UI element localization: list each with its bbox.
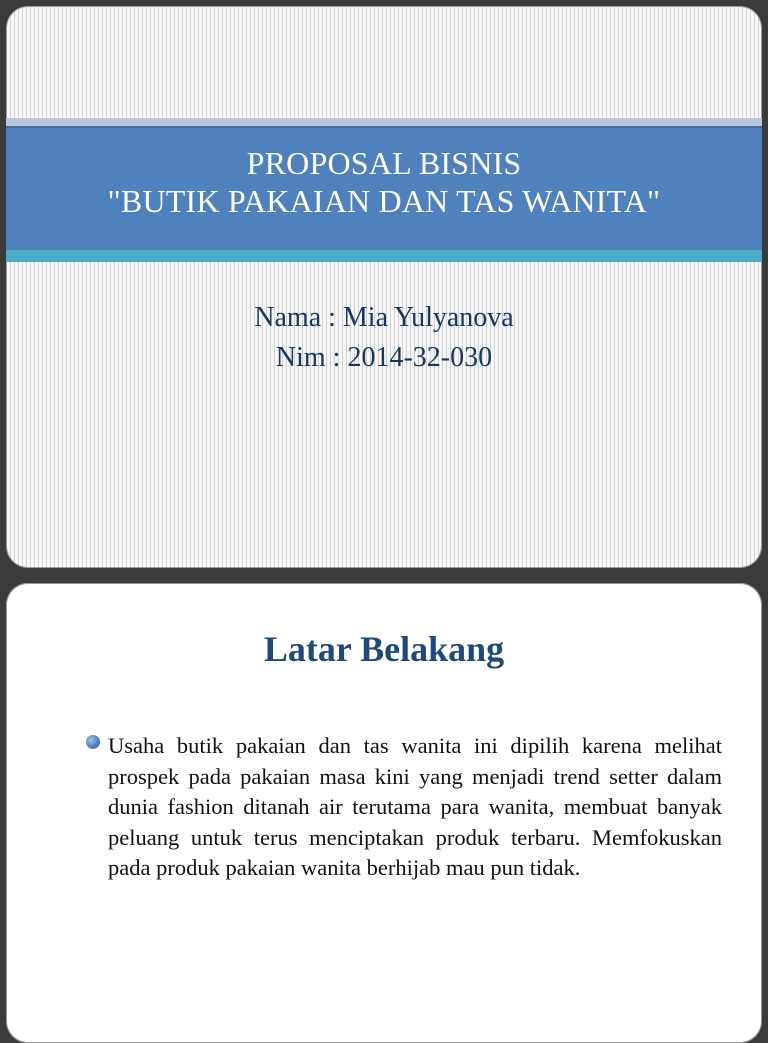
title-line-2: "BUTIK PAKAIAN DAN TAS WANITA": [107, 183, 661, 219]
title-band-accent-stripe: [6, 250, 762, 262]
author-name: Nama : Mia Yulyanova: [254, 302, 514, 333]
title-line-1: PROPOSAL BISNIS: [246, 145, 522, 181]
bullet-text: Usaha butik pakaian dan tas wanita ini dipilih karena melihat prospek pada pakaian masa kini yang menjadi trend setter dalam dunia fashion ditanah air terutama para wanita, membuat banyak peluang untuk terus menciptakan produk terbaru. Memfokuskan pada produk pakaian wanita berhijab mau pun tidak.: [108, 733, 722, 880]
author-info: [6, 298, 762, 378]
slide-title: [6, 6, 762, 568]
slide-background: [6, 583, 762, 1043]
author-nim: Nim : 2014-32-030: [275, 342, 493, 373]
bullet-dot-icon: [86, 735, 100, 749]
title-band-top-stripe: [6, 118, 762, 126]
slide-title-text: [6, 144, 762, 220]
bullet-item: [86, 731, 722, 884]
slide-heading: Latar Belakang: [263, 629, 505, 669]
